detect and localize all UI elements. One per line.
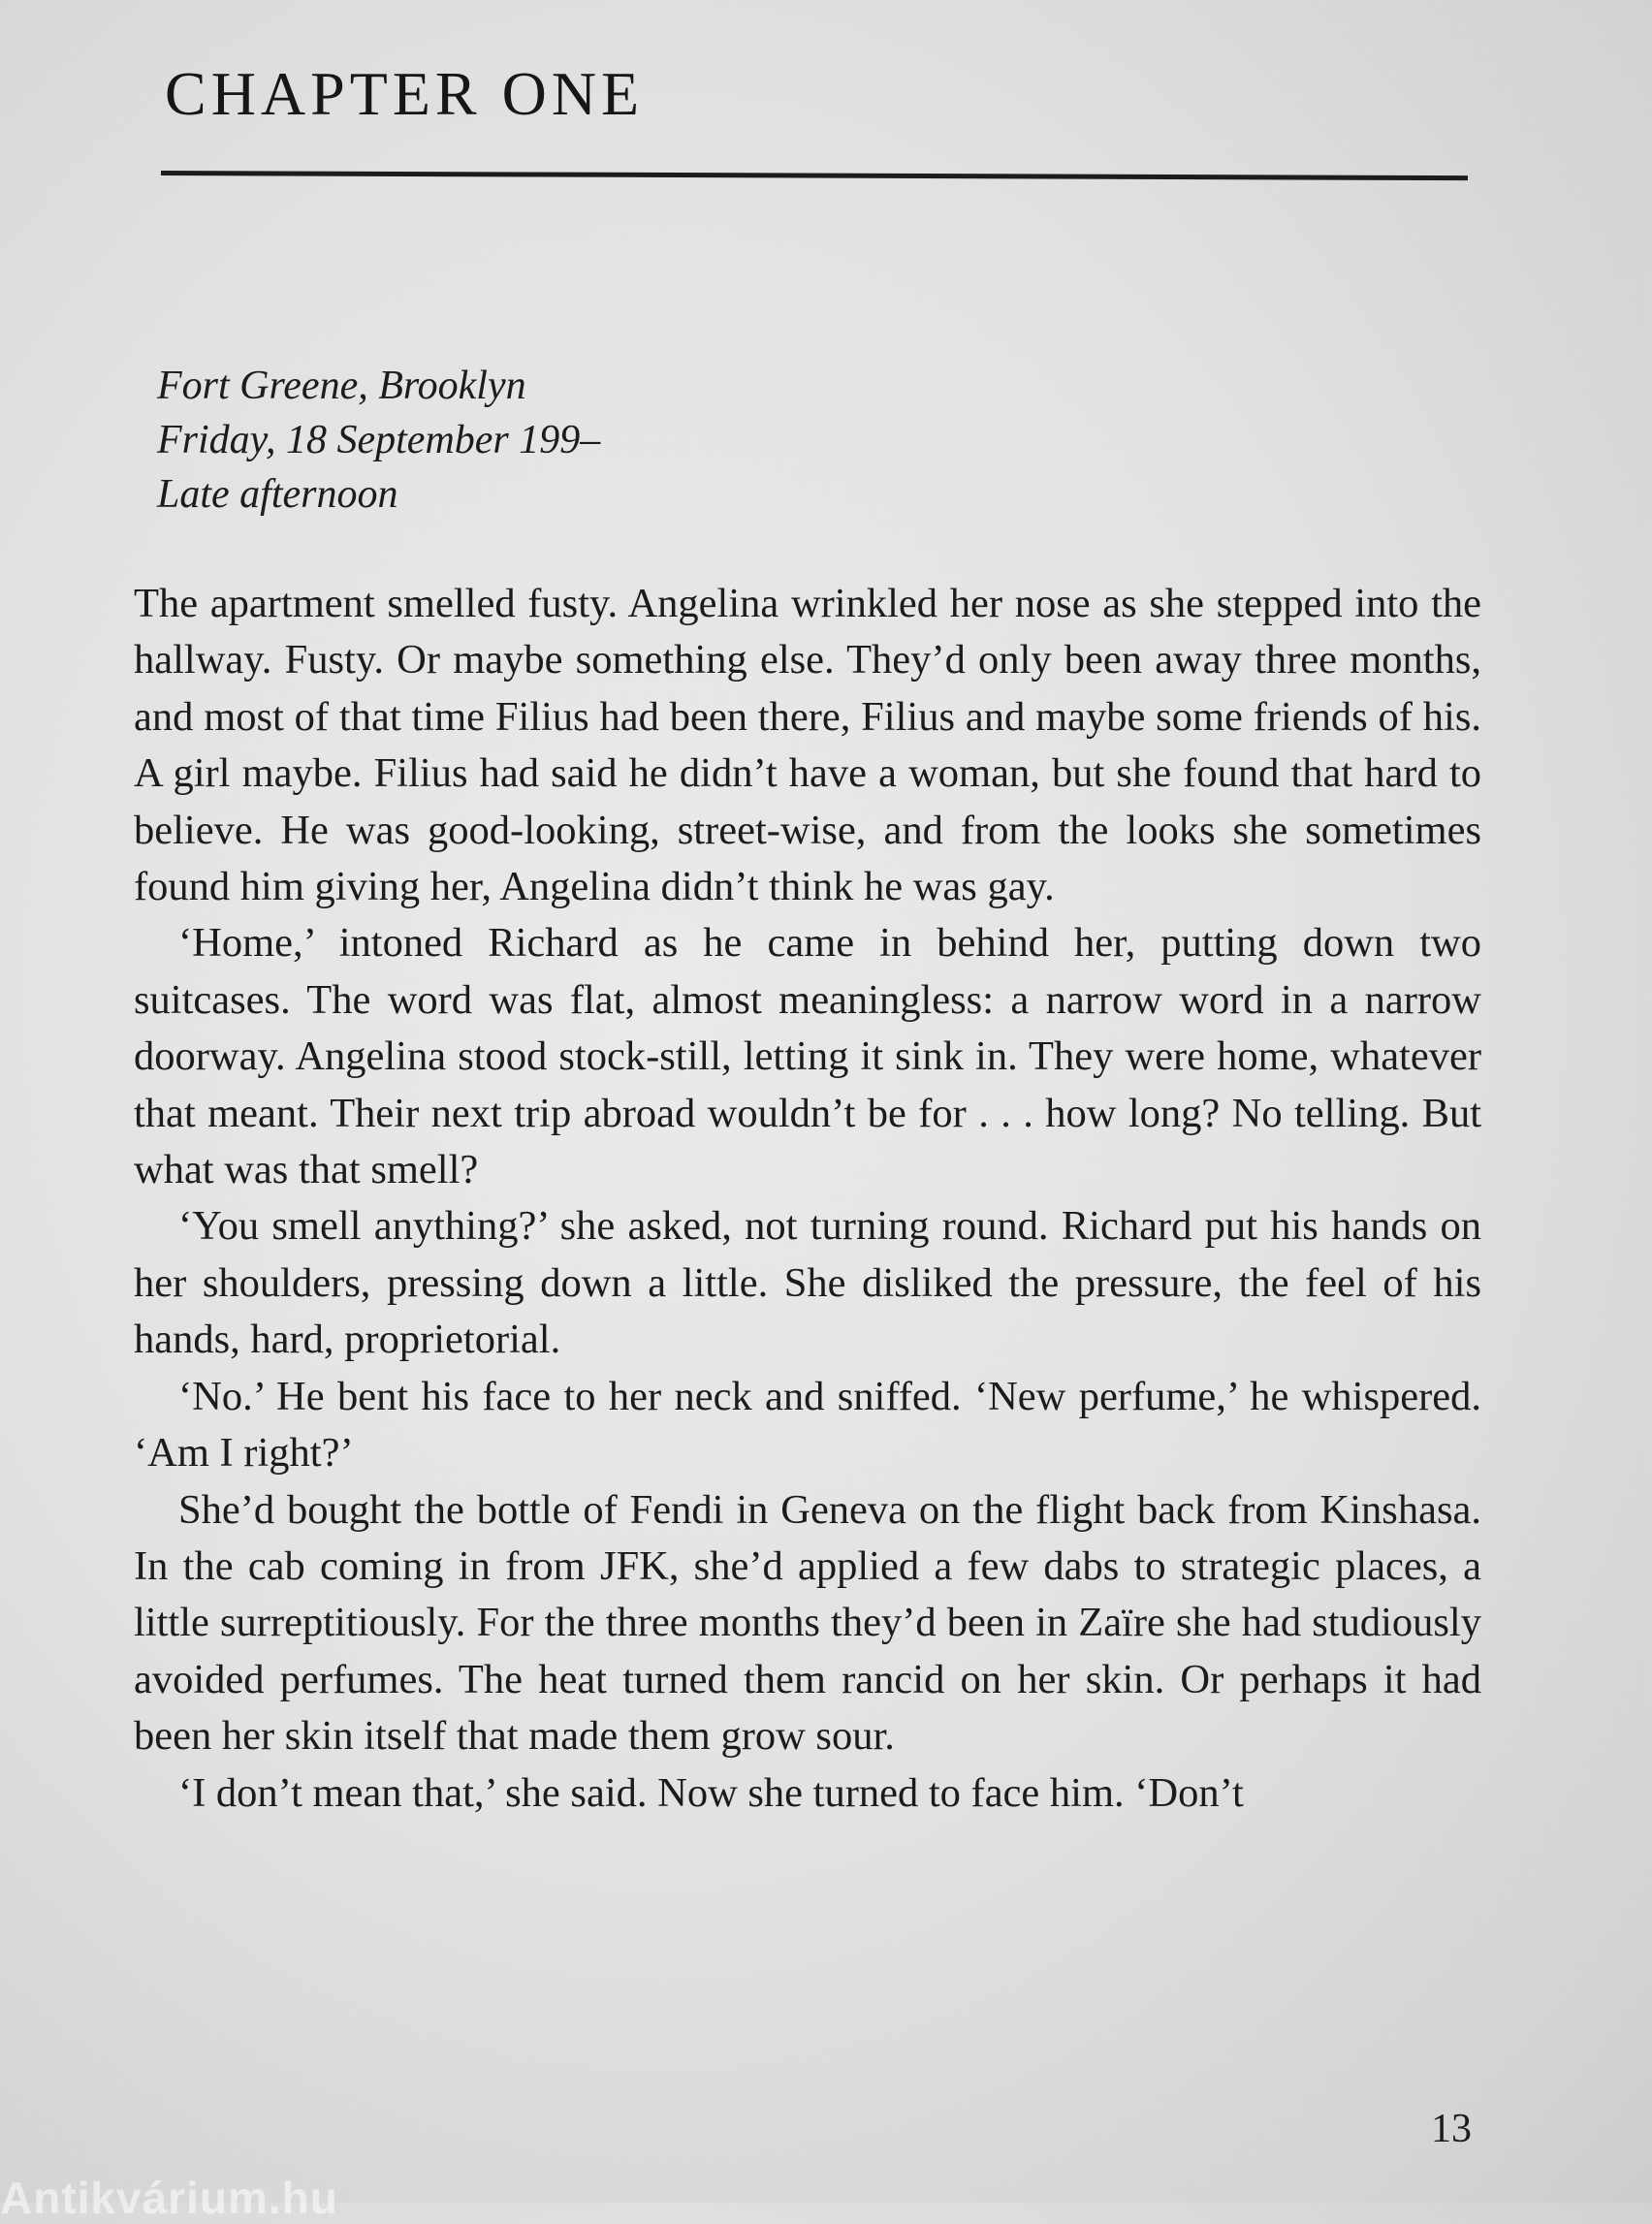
paragraph: The apartment smelled fusty. Angelina wrinkled her nose as she stepped into the hallway. Fusty. Or maybe something else. They’d only been away three months, and most of that time Filius had been there, Filius and maybe some friends of his. A girl maybe. Filius had said he didn’t have a woman, but she found that hard to believe. He was good-looking, street-wise, and from the looks she sometimes found him giving her, Angelina didn’t think he was gay. <box>134 581 1481 910</box>
page-number: 13 <box>1431 2107 1472 2151</box>
scene-setting <box>157 359 600 522</box>
setting-date: Friday, 18 September 199– <box>157 418 601 462</box>
chapter-title-rule <box>161 171 1468 180</box>
paragraph: ‘Home,’ intoned Richard as he came in behind her, putting down two suitcases. The word was flat, almost meaningless: a narrow word in a narrow doorway. Angelina stood stock-still, letting it sink in. They were home, whatever that meant. Their next trip abroad wouldn’t be for . . . how long? No telling. But what was that smell? <box>134 920 1481 1193</box>
chapter-title: CHAPTER ONE <box>165 59 645 128</box>
paragraph: She’d bought the bottle of Fendi in Geneva on the flight back from Kinshasa. In the cab coming in from JFK, she’d applied a few dabs to strategic places, a little surreptitiously. For the three months they’d been in Zaïre she had studiously avoided perfumes. The heat turned them rancid on her skin. Or perhaps it had been her skin itself that made them grow sour. <box>134 1486 1481 1760</box>
setting-time: Late afternoon <box>157 472 398 517</box>
paragraph: ‘I don’t mean that,’ she said. Now she turned to face him. ‘Don’t <box>178 1769 1244 1816</box>
chapter-body-text <box>134 576 1481 1822</box>
paragraph: ‘You smell anything?’ she asked, not turning round. Richard put his hands on her shoulders, pressing down a little. She disliked the pressure, the feel of his hands, hard, proprietorial. <box>134 1203 1481 1363</box>
watermark: Antikvárium.hu <box>0 2173 338 2223</box>
setting-place: Fort Greene, Brooklyn <box>157 364 526 408</box>
paragraph: ‘No.’ He bent his face to her neck and sniffed. ‘New perfume,’ he whispered. ‘Am I right?’ <box>134 1373 1481 1477</box>
